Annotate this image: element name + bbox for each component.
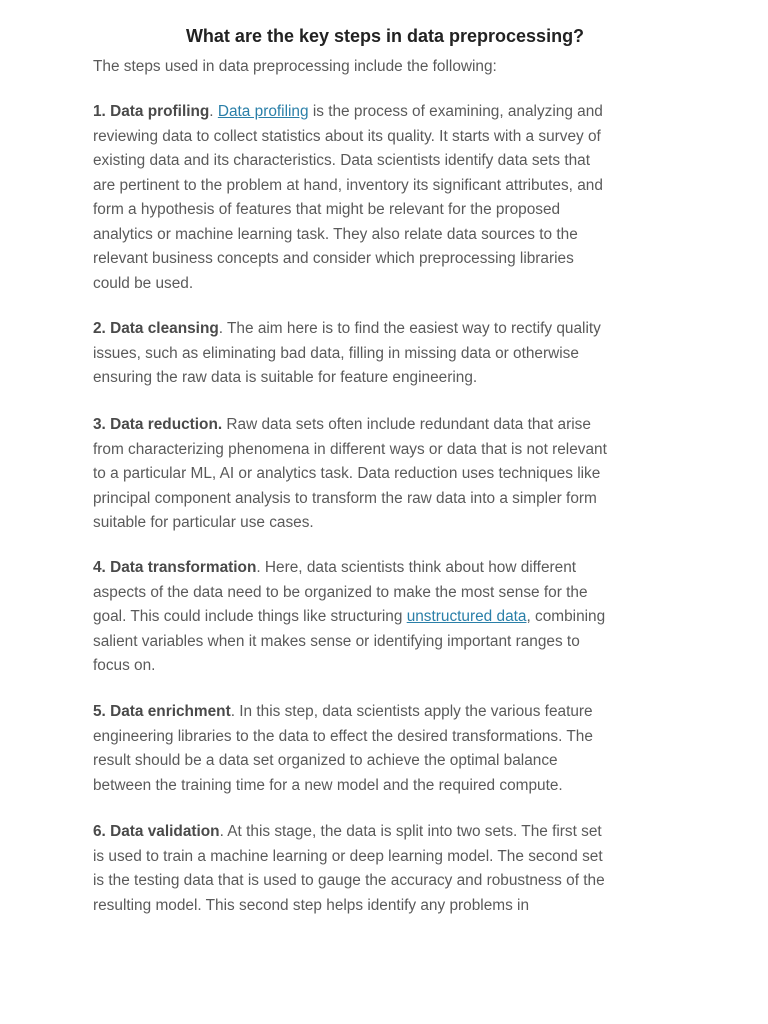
step-heading: 6. Data validation (93, 823, 220, 840)
step-line: ensuring the raw data is suitable for feature engineering. (93, 369, 478, 386)
step-line: engineering libraries to the data to effect the desired transformations. The (93, 727, 593, 745)
step-text: . At this stage, the data is split into two sets. The first set (219, 823, 602, 840)
step-heading: 4. Data transformation (93, 559, 257, 576)
step-line: focus on. (93, 657, 156, 674)
step-line: salient variables when it makes sense or identifying important ranges to (93, 632, 580, 650)
step-line (93, 605, 677, 630)
step-heading: 5. Data enrichment (93, 703, 231, 720)
step-data-reduction (93, 413, 677, 536)
unstructured-data-link[interactable]: unstructured data (406, 608, 527, 625)
data-profiling-link[interactable]: Data profiling (217, 103, 309, 120)
step-data-validation (93, 820, 677, 918)
step-text: . In this step, data scientists apply the various feature (230, 703, 593, 720)
step-line: reviewing data to collect statistics about its quality. It starts with a survey of (93, 127, 601, 145)
step-line: issues, such as eliminating bad data, filling in missing data or otherwise (93, 344, 579, 362)
step-line: aspects of the data need to be organized to make the most sense for the (93, 583, 588, 601)
intro-paragraph: The steps used in data preprocessing include the following: (93, 58, 497, 75)
step-line: analytics or machine learning task. They also relate data sources to the (93, 225, 578, 243)
step-heading: 3. Data reduction. (93, 416, 223, 433)
step-line: form a hypothesis of features that might be relevant for the proposed (93, 201, 561, 218)
step-heading: 2. Data cleansing (93, 320, 219, 337)
step-line: to a particular ML, AI or analytics task. Data reduction uses techniques like (93, 465, 601, 482)
step-separator: . (209, 103, 218, 120)
step-line (93, 413, 677, 438)
step-line (93, 700, 677, 725)
step-line (93, 100, 677, 125)
step-data-transformation (93, 556, 677, 679)
step-line: could be used. (93, 274, 194, 292)
page-title: What are the key steps in data preprocessing? (185, 26, 585, 46)
step-line: principal component analysis to transform the raw data into a simpler form (93, 489, 597, 507)
step-line: are pertinent to the problem at hand, inventory its significant attributes, and (93, 176, 603, 194)
step-text: is the process of examining, analyzing and (308, 103, 603, 120)
step-line (93, 556, 677, 581)
step-text: , combining (526, 608, 606, 625)
step-text: goal. This could include things like structuring (93, 608, 407, 625)
step-text: . The aim here is to find the easiest way to rectify quality (218, 320, 601, 337)
step-data-profiling (93, 100, 677, 296)
step-line: is the testing data that is used to gauge the accuracy and robustness of the (93, 872, 605, 889)
step-data-enrichment (93, 700, 677, 798)
step-text: . Here, data scientists think about how different (256, 559, 577, 576)
step-line: between the training time for a new model and the required compute. (93, 776, 563, 794)
step-line: resulting model. This second step helps identify any problems in (93, 896, 530, 914)
step-line: existing data and its characteristics. Data scientists identify data sets that (93, 152, 591, 169)
step-line (93, 317, 677, 342)
step-line: result should be a data set organized to achieve the optimal balance (93, 752, 558, 769)
step-text: Raw data sets often include redundant data that arise (222, 416, 591, 433)
step-line: suitable for particular use cases. (93, 514, 314, 531)
step-line: relevant business concepts and consider which preprocessing libraries (93, 250, 574, 267)
step-data-cleansing (93, 317, 677, 391)
step-line: from characterizing phenomena in different ways or data that is not relevant (93, 440, 607, 458)
step-line (93, 820, 677, 845)
step-line: is used to train a machine learning or deep learning model. The second set (93, 847, 603, 865)
step-heading: 1. Data profiling (93, 103, 210, 120)
